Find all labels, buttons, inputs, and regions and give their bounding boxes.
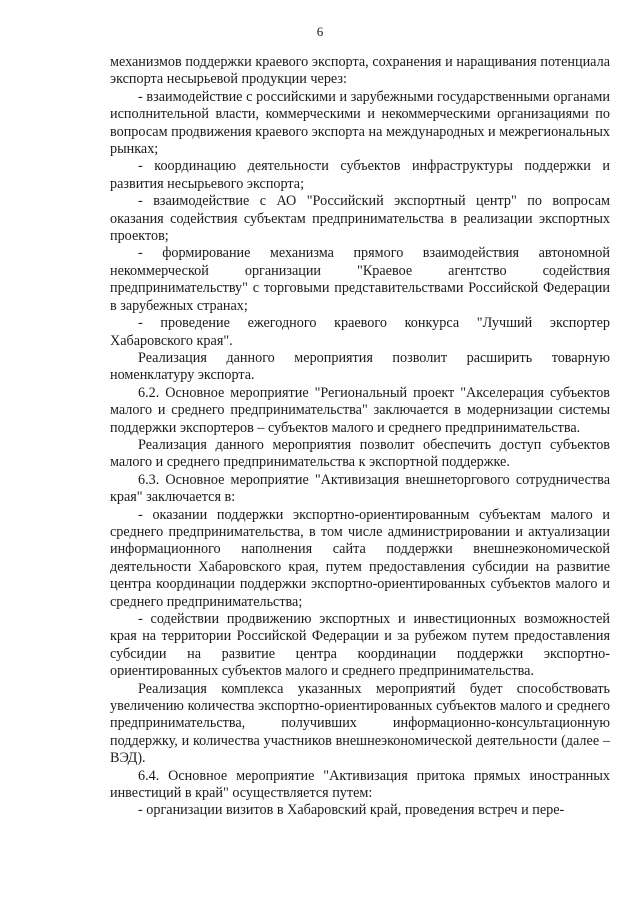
paragraph: Реализация данного мероприятия позволит обеспечить доступ субъектов малого и среднего предпринимательства к экспортной поддержке. [110, 436, 610, 471]
paragraph: - оказании поддержки экспортно-ориентированным субъектам малого и среднего предпринимательства, в том числе администрировании и актуализации информационного наполнения сайта поддержки внешнеэкономической деятельности Хабаровского края, путем предоставления субсидии на развитие центра координации поддержки экспортно-ориентированных субъектов малого и среднего предпринимательства; [110, 506, 610, 610]
paragraph: 6.3. Основное мероприятие "Активизация внешнеторгового сотрудничества края" заключается в: [110, 471, 610, 506]
paragraph: - координацию деятельности субъектов инфраструктуры поддержки и развития несырьевого экспорта; [110, 158, 610, 192]
paragraph: - организации визитов в Хабаровский край, проведения встреч и пере- [138, 802, 565, 819]
paragraph: Реализация данного мероприятия позволит расширить товарную номенклатуру экспорта. [110, 349, 610, 384]
paragraph: - проведение ежегодного краевого конкурса "Лучший экспортер Хабаровского края". [110, 315, 610, 349]
page-number: 6 [316, 24, 324, 39]
paragraph: - взаимодействие с российскими и зарубежными государственными органами исполнительной власти, коммерческими и некоммерческими организациями по вопросам продвижения краевого экспорта на международных и межрегиональных рынках; [110, 88, 610, 158]
paragraph: Реализация комплекса указанных мероприятий будет способствовать увеличению количества экспортно-ориентированных субъектов малого и среднего предпринимательства, получивших информационно-консультационную поддержку, и количества участников внешнеэкономической деятельности (далее – ВЭД). [110, 680, 610, 767]
paragraph: - взаимодействие с АО "Российский экспортный центр" по вопросам оказания содействия субъектам предпринимательства в реализации экспортных проектов; [110, 193, 610, 245]
paragraph: механизмов поддержки краевого экспорта, сохранения и наращивания потенциала экспорта несырьевой продукции через: [110, 54, 610, 88]
document-body [110, 54, 610, 820]
paragraph: - формирование механизма прямого взаимодействия автономной некоммерческой организации "Краевое агентство содействия предпринимательству" с торговыми представительствами Российской Федерации в зарубежных странах; [110, 245, 610, 314]
paragraph: - содействии продвижению экспортных и инвестиционных возможностей края на территории Российской Федерации и за рубежом путем предоставления субсидии на развитие центра координации поддержки экспортно-ориентированных субъектов малого и среднего предпринимательства. [110, 611, 610, 680]
paragraph: 6.2. Основное мероприятие "Региональный проект "Акселерация субъектов малого и среднего предпринимательства" заключается в модернизации системы поддержки экспортеров – субъектов малого и среднего предпринимательства. [110, 384, 610, 436]
paragraph: 6.4. Основное мероприятие "Активизация притока прямых иностранных инвестиций в край" осуществляется путем: [110, 767, 610, 802]
